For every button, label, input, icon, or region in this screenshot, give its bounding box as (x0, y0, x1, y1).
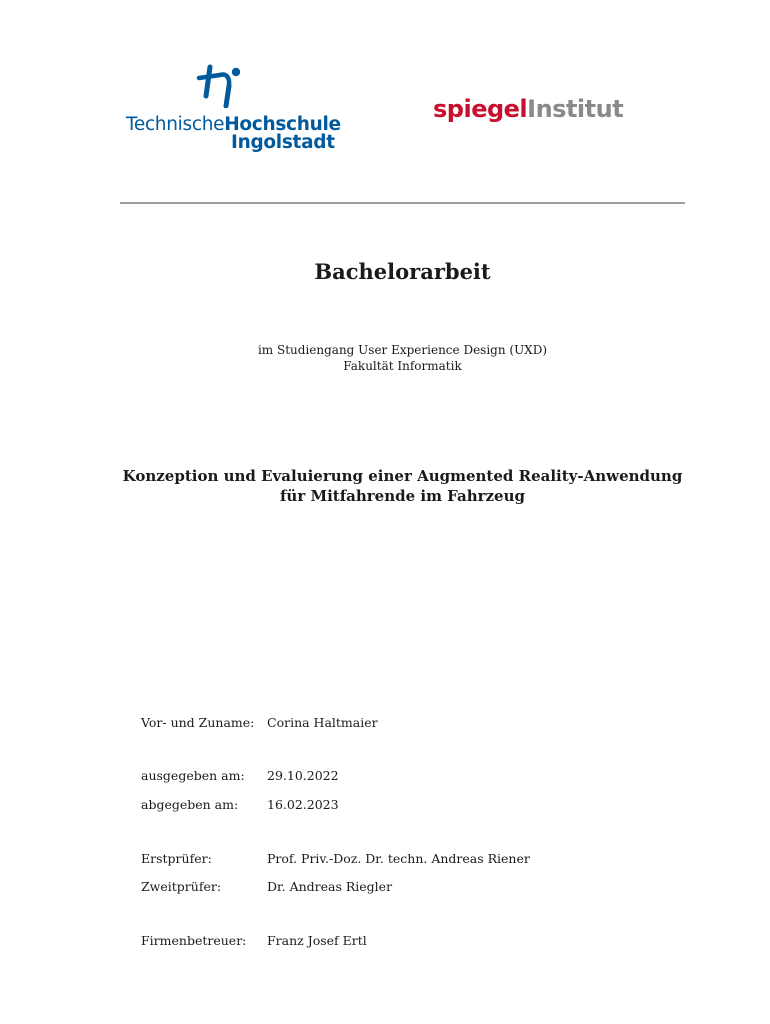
spiegel-institut-logo (433, 94, 623, 124)
header-divider (120, 202, 685, 204)
study-program-line: im Studiengang User Experience Design (UXD) (257, 343, 548, 357)
thi-logo-icon (196, 64, 248, 108)
field-value-submitted: 16.02.2023 (267, 797, 339, 812)
faculty-line: Fakultät Informatik (343, 359, 462, 373)
field-label-submitted: abgegeben am: (141, 797, 239, 812)
field-value-company-supervisor: Franz Josef Ertl (267, 933, 367, 948)
thesis-title-line-1: Konzeption und Evaluierung einer Augmented Reality-Anwendung (122, 467, 683, 485)
field-label-company-supervisor: Firmenbetreuer: (141, 933, 247, 948)
field-value-name: Corina Haltmaier (267, 715, 378, 730)
field-label-first-examiner: Erstprüfer: (141, 851, 212, 866)
thesis-title-line-2: für Mitfahrende im Fahrzeug (279, 487, 525, 505)
thi-dot (232, 68, 240, 76)
thi-word-hochschule: Hochschule (224, 114, 341, 135)
field-value-second-examiner: Dr. Andreas Riegler (267, 879, 393, 894)
field-value-issued: 29.10.2022 (267, 768, 339, 783)
thi-logo-text (126, 116, 341, 152)
thi-word-technische: Technische (126, 114, 225, 135)
thesis-title (120, 466, 685, 506)
document-type: Bachelorarbeit (314, 259, 491, 284)
study-program (120, 342, 685, 374)
spiegel-logo-red-part: spiegel (433, 95, 528, 123)
field-label-second-examiner: Zweitprüfer: (141, 879, 222, 894)
field-label-issued: ausgegeben am: (141, 768, 245, 783)
field-label-name: Vor- und Zuname: (141, 715, 255, 730)
spiegel-logo-grey-part: Institut (527, 95, 624, 123)
thi-word-ingolstadt: Ingolstadt (231, 132, 335, 153)
field-value-first-examiner: Prof. Priv.-Doz. Dr. techn. Andreas Riener (267, 851, 530, 866)
